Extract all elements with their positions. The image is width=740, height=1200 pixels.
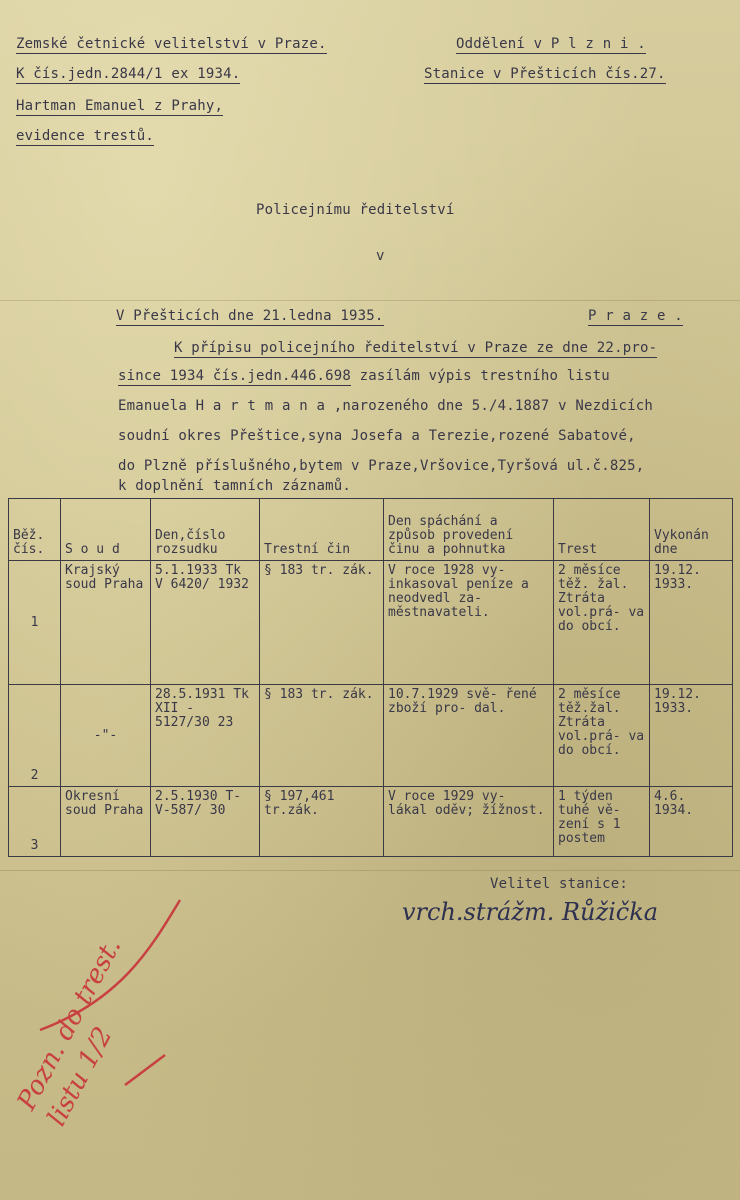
addressee-in: v [376,248,385,264]
criminal-record-table [8,498,733,857]
header-served: Vykonán dne [650,499,733,561]
body-line: k doplnění tamních záznamů. [118,478,351,494]
paper-fold [0,300,740,301]
table-row [9,787,733,857]
header-crime: Trestní čin [260,499,384,561]
handwritten-signature: vrch.strážm. Růžička [402,898,659,926]
cell-method: V roce 1928 vy- inkasoval peníze a neodvedl za- městnavateli. [384,561,554,685]
header-court: S o u d [61,499,151,561]
cell-verdict: 28.5.1931 Tk XII - 5127/30 23 [151,685,260,787]
place-date: V Přešticích dne 21.ledna 1935. [116,308,384,324]
cell-served: 19.12. 1933. [650,685,733,787]
cell-court: Okresní soud Praha [61,787,151,857]
cell-crime: § 183 tr. zák. [260,685,384,787]
header-penalty: Trest [554,499,650,561]
red-pencil-strokes [30,880,200,1120]
commander-label: Velitel stanice: [490,876,629,892]
cell-served: 4.6. 1934. [650,787,733,857]
header-method: Den spáchání a způsob provedení činu a pohnutka [384,499,554,561]
cell-crime: § 197,461 tr.zák. [260,787,384,857]
header-subject: Hartman Emanuel z Prahy, [16,98,224,114]
table-row [9,685,733,787]
cell-verdict: 2.5.1930 T-V-587/ 30 [151,787,260,857]
table-header-row [9,499,733,561]
body-line: soudní okres Přeštice,syna Josefa a Terezie,rozené Sabatové, [118,428,636,444]
body-line: K přípisu policejního ředitelství v Praze ze dne 22.pro- [174,340,658,356]
body-text: zasílám výpis trestního listu [350,368,610,384]
body-line: do Plzně příslušného,bytem v Praze,Vršovice,Tyršová ul.č.825, [118,458,645,474]
cell-court: -"- [61,685,151,787]
body-line: Emanuela H a r t m a n a ,narozeného dne 5./4.1887 v Nezdicích [118,398,653,414]
cell-verdict: 5.1.1933 Tk V 6420/ 1932 [151,561,260,685]
header-station: Stanice v Přešticích čís.27. [424,66,666,82]
cell-num: 3 [9,787,61,857]
cell-method: 10.7.1929 svě- řené zboží pro- dal. [384,685,554,787]
addressee-title: Policejnímu ředitelství [256,202,455,218]
header-unit: Zemské četnické velitelství v Praze. [16,36,327,52]
header-department: Oddělení v P l z n i . [456,36,646,52]
cell-penalty: 2 měsíce těž. žal. Ztráta vol.prá- va do obcí. [554,561,650,685]
addressee-city: P r a z e . [588,308,683,324]
header-matter: evidence trestů. [16,128,155,144]
body-line [118,368,610,384]
body-ref: since 1934 čís.jedn.446.698 [118,368,351,384]
cell-served: 19.12. 1933. [650,561,733,685]
cell-court: Krajský soud Praha [61,561,151,685]
cell-crime: § 183 tr. zák. [260,561,384,685]
header-ref-number: K čís.jedn.2844/1 ex 1934. [16,66,241,82]
table-row [9,561,733,685]
paper-fold [0,870,740,871]
red-pencil-note: Pozn. do trest. listu 1/2 [11,933,128,1131]
cell-penalty: 1 týden tuhé vě- zení s 1 postem [554,787,650,857]
cell-num: 2 [9,685,61,787]
header-verdict: Den,číslo rozsudku [151,499,260,561]
cell-penalty: 2 měsíce těž.žal. Ztráta vol.prá- va do obcí. [554,685,650,787]
cell-method: V roce 1929 vy- lákal oděv; žížnost. [384,787,554,857]
cell-num: 1 [9,561,61,685]
header-num: Běž. čís. [9,499,61,561]
